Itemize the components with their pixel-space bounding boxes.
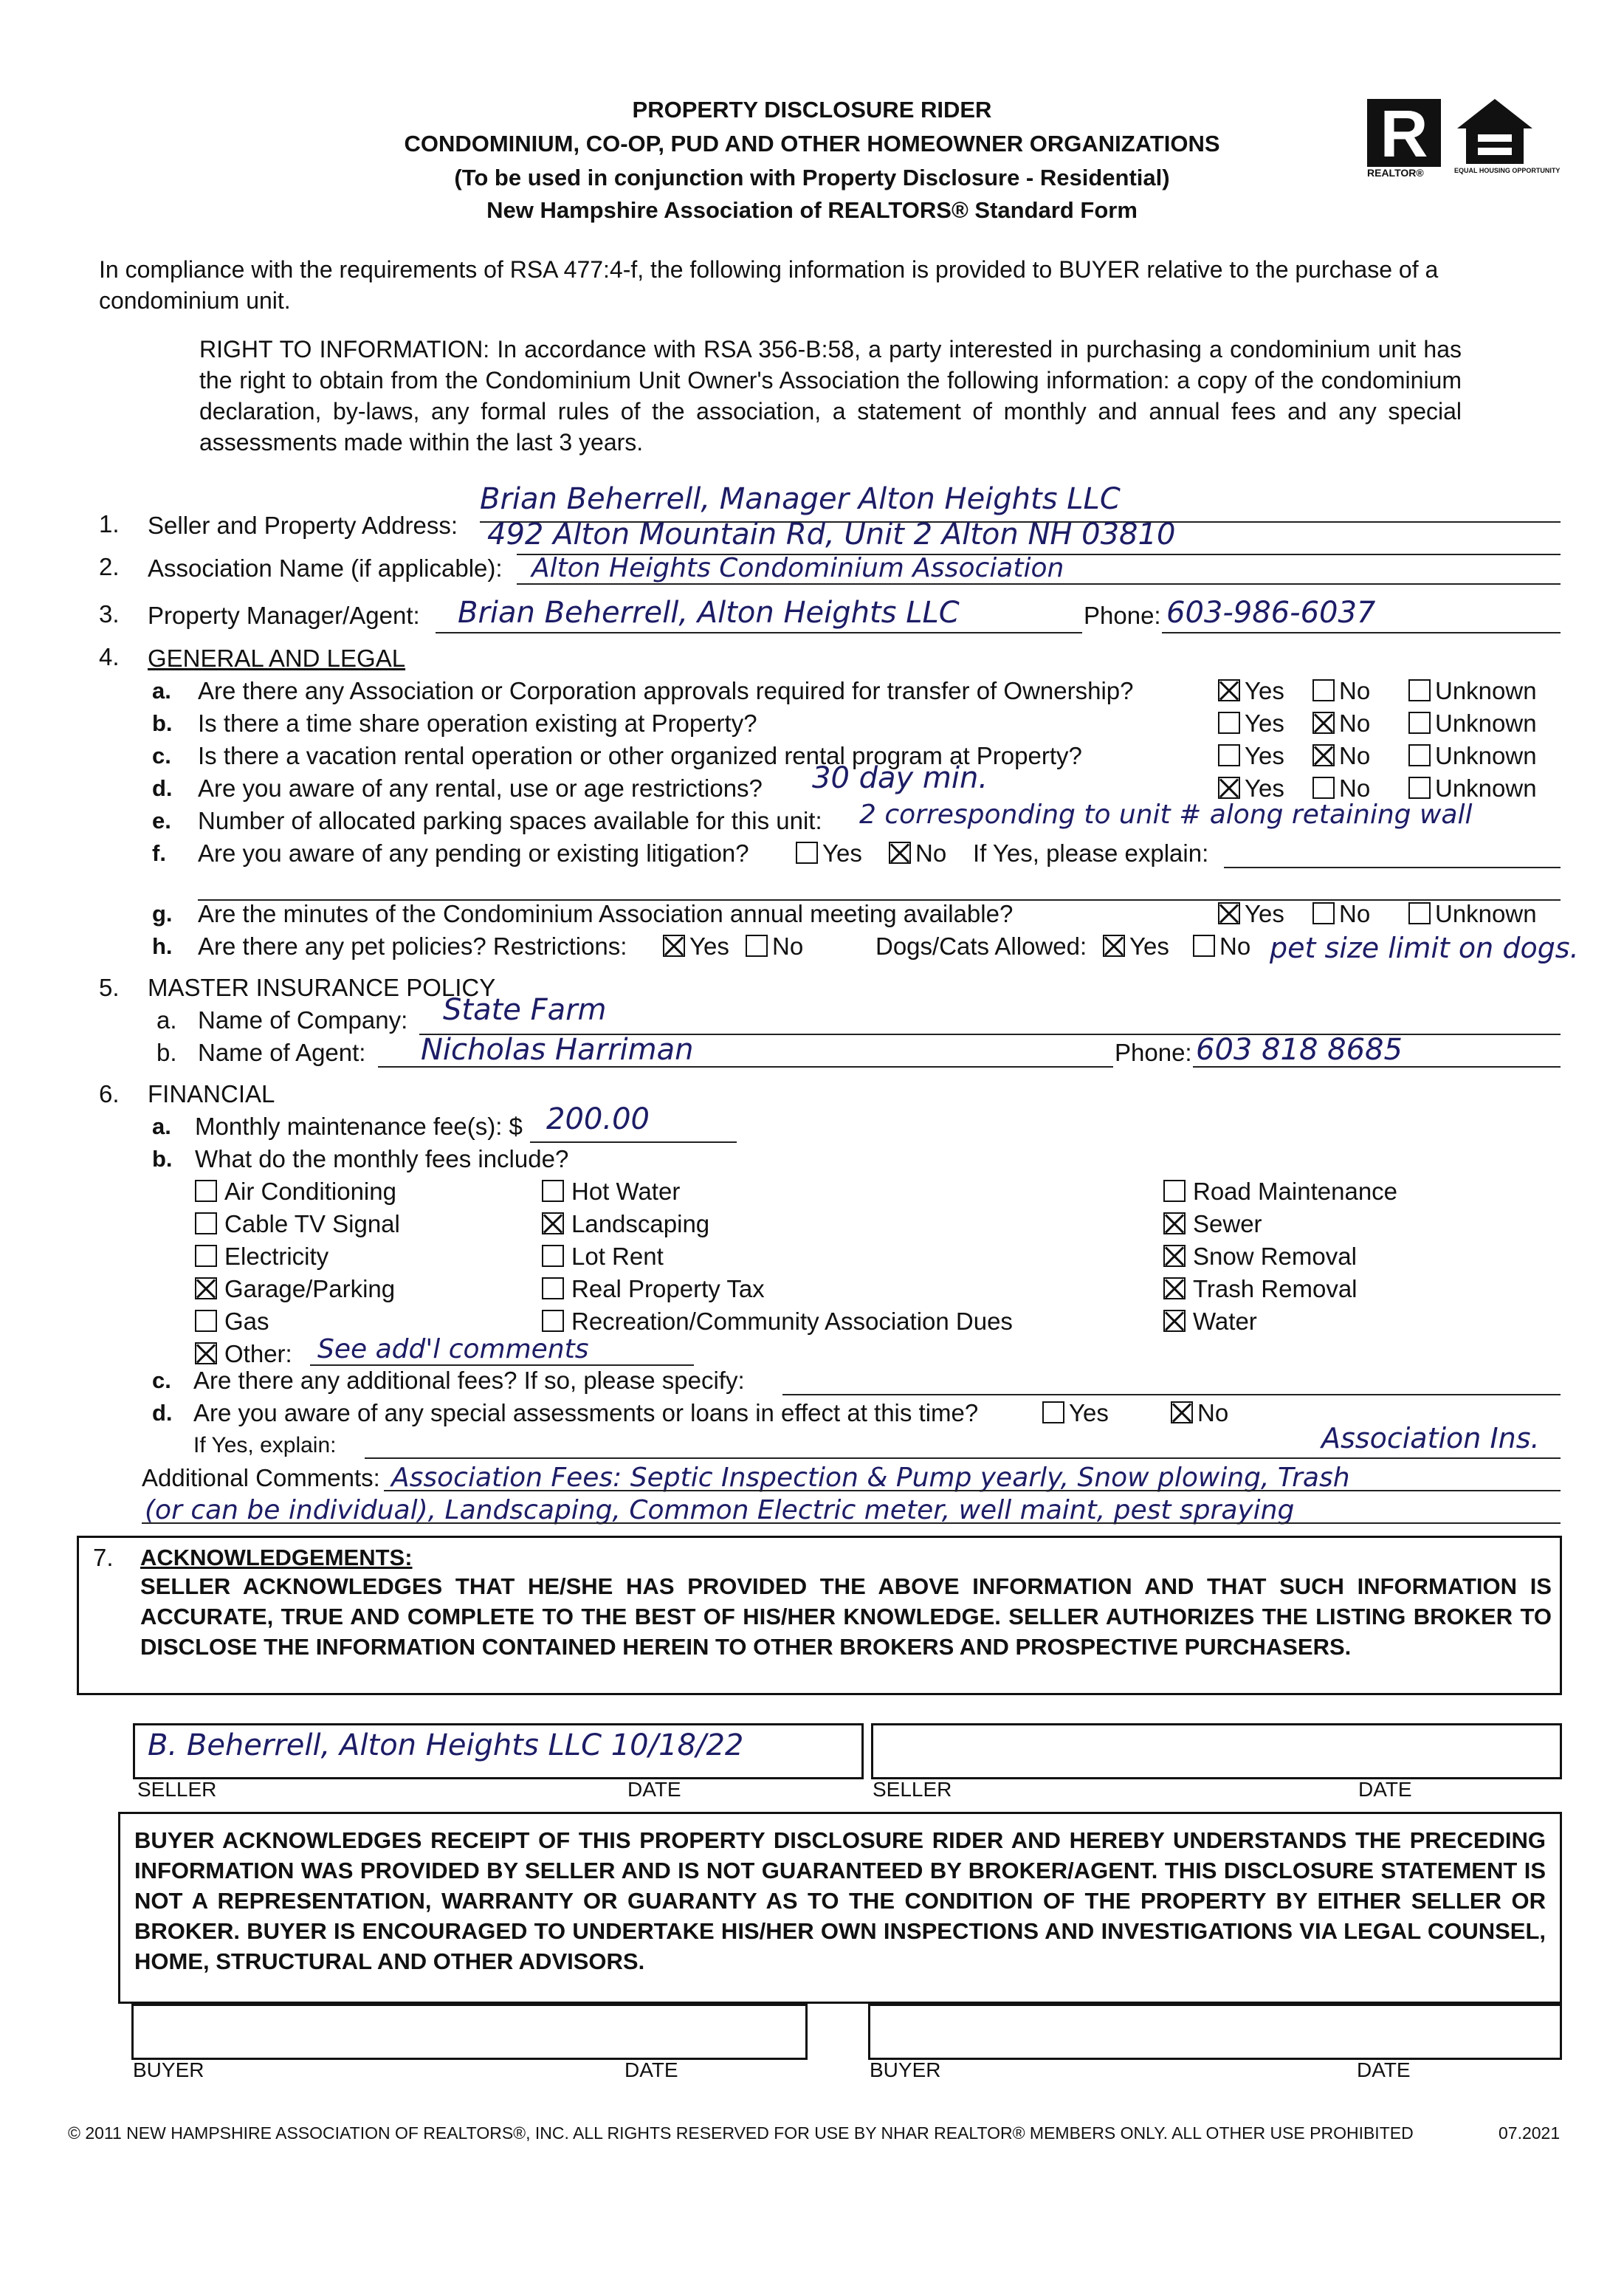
assessments-yes-checkbox[interactable] <box>1042 1401 1064 1423</box>
insurance-phone-value[interactable]: 603 818 8685 <box>1196 1033 1403 1067</box>
buyer-label: BUYER <box>870 2058 941 2081</box>
association-name-value[interactable]: Alton Heights Condominium Association <box>531 553 1064 583</box>
dogs-cats-no-checkbox[interactable] <box>1193 935 1215 957</box>
item-letter: b. <box>152 1146 173 1172</box>
item-letter: d. <box>152 1400 173 1426</box>
item-letter: a. <box>152 678 171 704</box>
checkbox-label: No <box>1339 710 1371 737</box>
date-label: DATE <box>1357 2058 1411 2081</box>
date-label: DATE <box>625 2058 678 2081</box>
monthly-fee-value[interactable]: 200.00 <box>546 1102 650 1136</box>
seller-signature-box-2[interactable] <box>871 1723 1562 1779</box>
fee-col1-label-2: Electricity <box>224 1243 329 1270</box>
question-minutes: Are the minutes of the Condominium Association annual meeting available? <box>198 900 1014 927</box>
checkbox-label: No <box>1219 932 1251 960</box>
question-pet-policy: Are there any pet policies? Restrictions: <box>198 932 627 960</box>
litigation-yes-checkbox[interactable] <box>796 842 818 864</box>
question-vacation-rental: Is there a vacation rental operation or other organized rental program at Property? <box>198 742 1082 769</box>
item-letter: a. <box>152 1113 171 1139</box>
general-legal-heading: GENERAL AND LEGAL <box>148 645 406 672</box>
fee-col2-label-1: Landscaping <box>571 1210 710 1237</box>
checkbox-label: No <box>772 932 804 960</box>
form-subtitle: CONDOMINIUM, CO-OP, PUD AND OTHER HOMEOWNER ORGANIZATIONS <box>404 131 1220 157</box>
question-litigation: Are you aware of any pending or existing litigation? <box>198 839 749 867</box>
seller-label: SELLER <box>873 1778 952 1801</box>
property-address-value[interactable]: 492 Alton Mountain Rd, Unit 2 Alton NH 03810 <box>487 518 1176 552</box>
checkbox-label: Yes <box>822 839 862 867</box>
fee-col2-checkbox-0[interactable] <box>542 1180 564 1202</box>
realtor-logo-text: REALTOR® <box>1367 167 1424 179</box>
checkbox-label: No <box>1339 742 1371 769</box>
fee-col1-checkbox-3[interactable] <box>195 1277 217 1299</box>
svg-text:R: R <box>1380 99 1428 167</box>
association-name-label: Association Name (if applicable): <box>148 554 503 582</box>
other-fee-note[interactable]: See add'l comments <box>317 1334 589 1364</box>
fee-col2-label-0: Hot Water <box>571 1178 681 1205</box>
fees-include-label: What do the monthly fees include? <box>195 1145 569 1172</box>
minutes-no-checkbox[interactable] <box>1312 902 1335 924</box>
timeshare-yes-checkbox[interactable] <box>1218 712 1240 734</box>
minutes-unknown-checkbox[interactable] <box>1408 902 1431 924</box>
checkbox-label: Yes <box>1245 677 1284 704</box>
pet-restrictions-yes-checkbox[interactable] <box>663 935 685 957</box>
item-number: 3. <box>99 600 120 628</box>
fee-col2-label-2: Lot Rent <box>571 1243 664 1270</box>
form-title: PROPERTY DISCLOSURE RIDER <box>632 97 992 123</box>
restrictions-yes-checkbox[interactable] <box>1218 777 1240 799</box>
approvals-unknown-checkbox[interactable] <box>1408 679 1431 701</box>
insurance-company-value[interactable]: State Farm <box>443 993 607 1027</box>
fee-col2-checkbox-3[interactable] <box>542 1277 564 1299</box>
fee-col1-label-5: Other: <box>224 1340 292 1367</box>
vacation-rental-yes-checkbox[interactable] <box>1218 744 1240 766</box>
checkbox-label: No <box>1339 774 1371 802</box>
question-approvals: Are there any Association or Corporation approvals required for transfer of Ownership? <box>198 677 1134 704</box>
item-number: 4. <box>99 643 120 670</box>
question-timeshare: Is there a time share operation existing at Property? <box>198 710 757 737</box>
item-letter: c. <box>152 1367 171 1393</box>
fee-col1-label-1: Cable TV Signal <box>224 1210 400 1237</box>
date-label: DATE <box>1358 1778 1412 1801</box>
checkbox-label: Unknown <box>1435 677 1537 704</box>
buyer-signature-box-2[interactable] <box>868 2004 1562 2060</box>
intro-text: In compliance with the requirements of RSA 477:4-f, the following information is provided to BUYER relative to the purchase of a condominium unit. <box>99 256 1439 314</box>
checkbox-label: Unknown <box>1435 900 1537 927</box>
item-number: 2. <box>99 553 120 580</box>
fee-col1-checkbox-2[interactable] <box>195 1245 217 1267</box>
checkbox-label: No <box>915 839 947 867</box>
copyright-footer: © 2011 NEW HAMPSHIRE ASSOCIATION OF REALTORS®, INC. ALL RIGHTS RESERVED FOR USE BY NHAR REALTOR® MEMBERS ONLY. ALL OTHER USE PROHIBITED <box>68 2123 1414 2143</box>
fee-col3-checkbox-3[interactable] <box>1163 1277 1186 1299</box>
checkbox-label: No <box>1339 677 1371 704</box>
pet-restrictions-no-checkbox[interactable] <box>746 935 768 957</box>
item-letter: d. <box>152 775 173 801</box>
fee-col1-checkbox-5[interactable] <box>195 1342 217 1364</box>
item-letter: f. <box>152 840 166 866</box>
fee-col3-label-4: Water <box>1193 1308 1257 1335</box>
additional-fees-question: Are there any additional fees? If so, please specify: <box>193 1367 745 1394</box>
equal-housing-text: EQUAL HOUSING OPPORTUNITY <box>1454 167 1561 174</box>
seller-signature-value[interactable]: B. Beherrell, Alton Heights LLC 10/18/22 <box>148 1728 744 1762</box>
checkbox-label: Unknown <box>1435 742 1537 769</box>
fee-col3-checkbox-0[interactable] <box>1163 1180 1186 1202</box>
dogs-cats-yes-checkbox[interactable] <box>1103 935 1125 957</box>
seller-name-value[interactable]: Brian Beherrell, Manager Alton Heights LLC <box>480 482 1121 516</box>
financial-heading: FINANCIAL <box>148 1080 275 1107</box>
fee-col2-checkbox-4[interactable] <box>542 1310 564 1332</box>
equal-housing-icon <box>1454 96 1561 174</box>
item-letter: g. <box>152 901 173 927</box>
form-source: New Hampshire Association of REALTORS® Standard Form <box>486 197 1138 223</box>
checkbox-label: Unknown <box>1435 710 1537 737</box>
timeshare-no-checkbox[interactable] <box>1312 712 1335 734</box>
manager-phone-value[interactable]: 603-986-6037 <box>1166 596 1376 630</box>
fee-col1-checkbox-4[interactable] <box>195 1310 217 1332</box>
seller-label: SELLER <box>137 1778 217 1801</box>
assessments-explain-label: If Yes, explain: <box>193 1433 337 1457</box>
seller-acknowledgement-text: SELLER ACKNOWLEDGES THAT HE/SHE HAS PROVIDED THE ABOVE INFORMATION AND THAT SUCH INFORMATION IS ACCURATE, TRUE AND COMPLETE TO THE BEST OF HIS/HER KNOWLEDGE. SELLER AUTHORIZES THE LISTING BROKER TO DISCLOSE THE INFORMATION CONTAINED HEREIN TO OTHER BROKERS AND PROSPECTIVE PURCHASERS. <box>140 1573 1552 1660</box>
checkbox-label: Yes <box>689 932 729 960</box>
right-to-information: RIGHT TO INFORMATION: In accordance with RSA 356-B:58, a party interested in purchasing a condominium unit has the right to obtain from the Condominium Unit Owner's Association the following information: a copy of the condominium declaration, by-laws, any formal rules of the association, a statement of monthly and annual fees and any special assessments made within the last 3 years. <box>199 336 1462 456</box>
property-manager-value[interactable]: Brian Beherrell, Alton Heights LLC <box>458 596 960 630</box>
form-version: 07.2021 <box>1499 2123 1561 2143</box>
checkbox-label: Yes <box>1245 710 1284 737</box>
item-letter: b. <box>152 710 173 736</box>
checkbox-label: No <box>1339 900 1371 927</box>
checkbox-label: Yes <box>1069 1399 1109 1426</box>
restrictions-note[interactable]: 30 day min. <box>812 761 988 795</box>
checkbox-label: Yes <box>1129 932 1169 960</box>
insurance-phone-label: Phone: <box>1115 1039 1192 1066</box>
fee-col3-label-0: Road Maintenance <box>1193 1178 1398 1205</box>
insurance-heading: MASTER INSURANCE POLICY <box>148 974 496 1001</box>
pet-policy-note[interactable]: pet size limit on dogs. <box>1270 932 1579 964</box>
additional-comments-label: Additional Comments: <box>142 1464 380 1491</box>
checkbox-label: Yes <box>1245 742 1284 769</box>
fee-col1-label-3: Garage/Parking <box>224 1275 396 1302</box>
approvals-no-checkbox[interactable] <box>1312 679 1335 701</box>
buyer-acknowledgement-text: BUYER ACKNOWLEDGES RECEIPT OF THIS PROPERTY DISCLOSURE RIDER AND HEREBY UNDERSTANDS THE PRECEDING INFORMATION WAS PROVIDED BY SELLER AND IS NOT GUARANTEED BY BROKER/AGENT. THIS DISCLOSURE STATEMENT IS NOT A REPRESENTATION, WARRANTY OR GUARANTY AS TO THE CONDITION OF THE PROPERTY BY EITHER SELLER OR BROKER. BUYER IS ENCOURAGED TO UNDERTAKE HIS/HER OWN INSPECTIONS AND INVESTIGATIONS VIA LEGAL COUNSEL, HOME, STRUCTURAL AND OTHER ADVISORS. <box>134 1827 1546 1974</box>
dogs-cats-label: Dogs/Cats Allowed: <box>875 932 1087 960</box>
question-restrictions: Are you aware of any rental, use or age restrictions? <box>198 774 763 802</box>
item-number: 1. <box>99 510 120 537</box>
item-number: 6. <box>99 1080 120 1107</box>
checkbox-label: Unknown <box>1435 774 1537 802</box>
fee-col2-label-3: Real Property Tax <box>571 1275 765 1302</box>
item-letter: h. <box>152 933 173 959</box>
insurance-company-label: Name of Company: <box>198 1006 408 1034</box>
fee-col2-label-4: Recreation/Community Association Dues <box>571 1308 1013 1335</box>
item-letter: b. <box>156 1039 177 1066</box>
manager-phone-label: Phone: <box>1084 602 1161 629</box>
litigation-no-checkbox[interactable] <box>889 842 911 864</box>
checkbox-label: Yes <box>1245 900 1284 927</box>
item-number: 5. <box>99 974 120 1001</box>
fee-col2-checkbox-1[interactable] <box>542 1212 564 1234</box>
restrictions-no-checkbox[interactable] <box>1312 777 1335 799</box>
restrictions-unknown-checkbox[interactable] <box>1408 777 1431 799</box>
property-manager-label: Property Manager/Agent: <box>148 602 420 629</box>
acknowledgements-heading: ACKNOWLEDGEMENTS: <box>140 1545 413 1570</box>
additional-comments-line1[interactable]: Association Fees: Septic Inspection & Pump yearly, Snow plowing, Trash <box>391 1463 1350 1493</box>
fee-col1-checkbox-1[interactable] <box>195 1212 217 1234</box>
assessments-explain-value[interactable]: Association Ins. <box>1321 1422 1540 1454</box>
vacation-rental-no-checkbox[interactable] <box>1312 744 1335 766</box>
monthly-fee-label: Monthly maintenance fee(s): $ <box>195 1113 523 1140</box>
insurance-agent-value[interactable]: Nicholas Harriman <box>421 1033 694 1067</box>
checkbox-label: Yes <box>1245 774 1284 802</box>
fee-col1-checkbox-0[interactable] <box>195 1180 217 1202</box>
additional-comments-line2[interactable]: (or can be individual), Landscaping, Common Electric meter, well maint, pest spraying <box>145 1495 1295 1525</box>
realtor-logo <box>1367 99 1441 179</box>
timeshare-unknown-checkbox[interactable] <box>1408 712 1431 734</box>
date-label: DATE <box>627 1778 681 1801</box>
buyer-signature-box-1[interactable] <box>131 2004 808 2060</box>
item-letter: e. <box>152 808 171 834</box>
form-usage-note: (To be used in conjunction with Property Disclosure - Residential) <box>454 165 1170 190</box>
buyer-label: BUYER <box>133 2058 204 2081</box>
minutes-yes-checkbox[interactable] <box>1218 902 1240 924</box>
fee-col3-checkbox-1[interactable] <box>1163 1212 1186 1234</box>
fee-col3-label-3: Trash Removal <box>1193 1275 1358 1302</box>
insurance-agent-label: Name of Agent: <box>198 1039 366 1066</box>
approvals-yes-checkbox[interactable] <box>1218 679 1240 701</box>
assessments-no-checkbox[interactable] <box>1171 1401 1193 1423</box>
seller-address-label: Seller and Property Address: <box>148 512 458 539</box>
fee-col3-checkbox-4[interactable] <box>1163 1310 1186 1332</box>
checkbox-label: No <box>1197 1399 1229 1426</box>
question-parking: Number of allocated parking spaces available for this unit: <box>198 807 822 834</box>
vacation-rental-unknown-checkbox[interactable] <box>1408 744 1431 766</box>
item-number: 7. <box>93 1544 114 1571</box>
fee-col1-label-0: Air Conditioning <box>224 1178 396 1205</box>
special-assessments-question: Are you aware of any special assessments or loans in effect at this time? <box>193 1399 979 1426</box>
fee-col2-checkbox-2[interactable] <box>542 1245 564 1267</box>
item-letter: c. <box>152 743 171 769</box>
litigation-explain-label: If Yes, please explain: <box>973 839 1209 867</box>
item-letter: a. <box>156 1006 177 1034</box>
fee-col1-label-4: Gas <box>224 1308 269 1335</box>
fee-col3-label-2: Snow Removal <box>1193 1243 1357 1270</box>
fee-col3-label-1: Sewer <box>1193 1210 1262 1237</box>
parking-value[interactable]: 2 corresponding to unit # along retaining wall <box>859 800 1473 830</box>
fee-col3-checkbox-2[interactable] <box>1163 1245 1186 1267</box>
